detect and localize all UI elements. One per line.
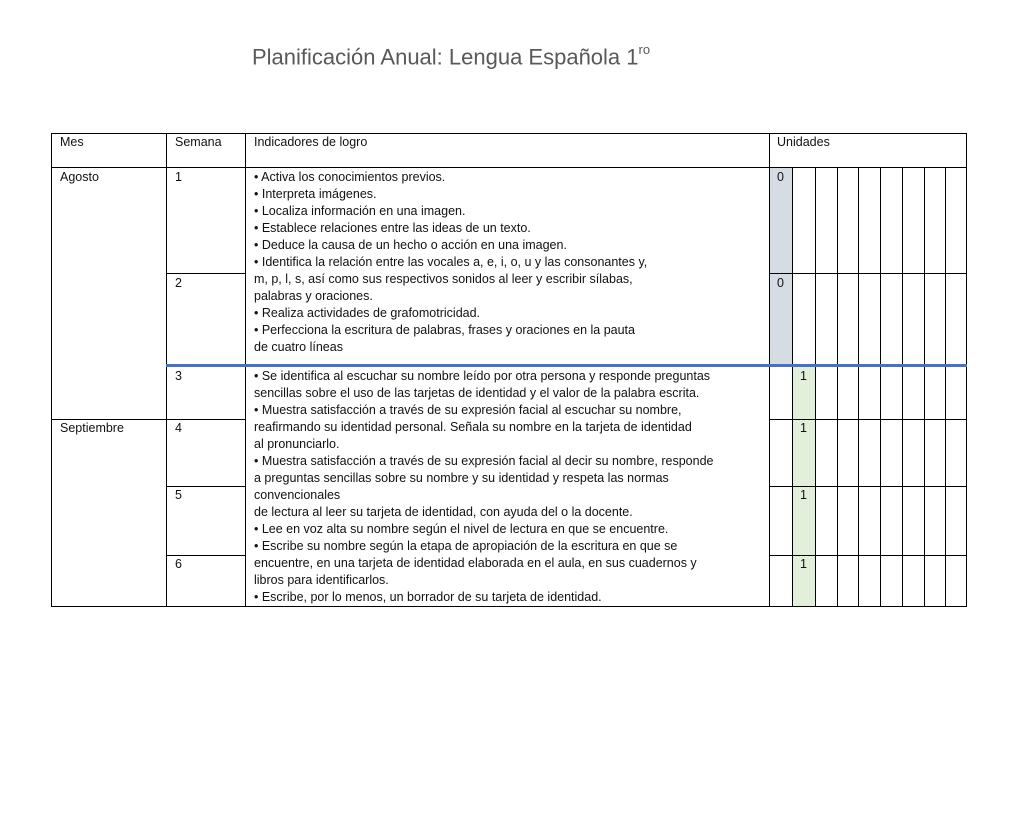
indicator-line: sencillas sobre el uso de las tarjetas de identidad y el valor de la palabra escrita. <box>254 386 700 400</box>
week-number: 3 <box>175 369 182 383</box>
indicator-line: palabras y oraciones. <box>254 289 373 303</box>
header-rule <box>51 167 967 168</box>
unit-value: 1 <box>800 557 807 571</box>
indicator-line: • Escribe su nombre según la etapa de apropiación de la escritura en que se <box>254 539 678 553</box>
week-number: 6 <box>175 557 182 571</box>
indicator-line: • Localiza información en una imagen. <box>254 204 466 218</box>
header-unidades: Unidades <box>777 135 830 149</box>
row-rule <box>769 555 967 556</box>
month-agosto: Agosto <box>60 170 99 184</box>
unit-value: 0 <box>777 170 784 184</box>
block-divider <box>166 364 967 367</box>
row-rule <box>166 273 246 274</box>
unit-value: 1 <box>800 421 807 435</box>
unit-col-line <box>815 168 816 607</box>
unit-col-line <box>858 168 859 607</box>
indicator-line: de cuatro líneas <box>254 340 343 354</box>
indicator-line: reafirmando su identidad personal. Señala su nombre en la tarjeta de identidad <box>254 420 692 434</box>
week-number: 4 <box>175 421 182 435</box>
indicator-line: convencionales <box>254 488 341 502</box>
unit-col-line <box>924 168 925 607</box>
header-mes: Mes <box>60 135 84 149</box>
indicator-line: libros para identificarlos. <box>254 573 389 587</box>
col-line-mes <box>166 133 167 607</box>
unit-col-line <box>837 168 838 607</box>
unit-value: 1 <box>800 369 807 383</box>
indicator-line: • Identifica la relación entre las vocales a, e, i, o, u y las consonantes y, <box>254 255 648 269</box>
row-rule <box>769 419 967 420</box>
row-rule <box>769 273 967 274</box>
indicator-line: al pronunciarlo. <box>254 437 340 451</box>
header-semana: Semana <box>175 135 222 149</box>
border-left <box>51 133 52 607</box>
indicator-line: • Se identifica al escuchar su nombre leído por otra persona y responde preguntas <box>254 369 711 383</box>
unit-value: 0 <box>777 276 784 290</box>
indicator-line: • Lee en voz alta su nombre según el nivel de lectura en que se encuentre. <box>254 522 669 536</box>
unit0-shade <box>769 168 792 365</box>
week-number: 5 <box>175 488 182 502</box>
title-superscript: ro <box>638 42 651 57</box>
indicator-line: • Muestra satisfacción a través de su expresión facial al escuchar su nombre, <box>254 403 682 417</box>
title-text: Planificación Anual: Lengua Española 1 <box>252 44 639 70</box>
indicator-line: • Muestra satisfacción a través de su expresión facial al decir su nombre, responde <box>254 454 714 468</box>
indicator-line: • Realiza actividades de grafomotricidad. <box>254 306 481 320</box>
row-rule <box>769 486 967 487</box>
indicator-line: • Perfecciona la escritura de palabras, frases y oraciones en la pauta <box>254 323 635 337</box>
indicator-line: encuentre, en una tarjeta de identidad elaborada en el aula, en sus cuadernos y <box>254 556 697 570</box>
week-number: 2 <box>175 276 182 290</box>
indicators-block-1 <box>254 169 647 356</box>
unit-col-line <box>880 168 881 607</box>
col-line-indicadores <box>769 133 770 607</box>
border-right <box>966 133 967 607</box>
week-number: 1 <box>175 170 182 184</box>
header-indicadores: Indicadores de logro <box>254 135 368 149</box>
unit-col-line <box>945 168 946 607</box>
col-line-semana <box>245 133 246 607</box>
border-bottom <box>51 606 967 607</box>
indicator-line: m, p, l, s, así como sus respectivos sonidos al leer y escribir sílabas, <box>254 272 633 286</box>
indicator-line: • Establece relaciones entre las ideas de un texto. <box>254 221 531 235</box>
month-septiembre: Septiembre <box>60 421 124 435</box>
page-title <box>252 44 650 70</box>
indicator-line: • Interpreta imágenes. <box>254 187 377 201</box>
unit-col-line <box>902 168 903 607</box>
unit-value: 1 <box>800 488 807 502</box>
indicator-line: • Escribe, por lo menos, un borrador de su tarjeta de identidad. <box>254 590 602 604</box>
indicator-line: de lectura al leer su tarjeta de identidad, con ayuda del o la docente. <box>254 505 633 519</box>
unit-col-line <box>792 168 793 607</box>
indicator-line: a preguntas sencillas sobre su nombre y su identidad y respeta las normas <box>254 471 669 485</box>
indicators-block-2 <box>254 368 713 606</box>
indicator-line: • Activa los conocimientos previos. <box>254 170 446 184</box>
indicator-line: • Deduce la causa de un hecho o acción en una imagen. <box>254 238 567 252</box>
